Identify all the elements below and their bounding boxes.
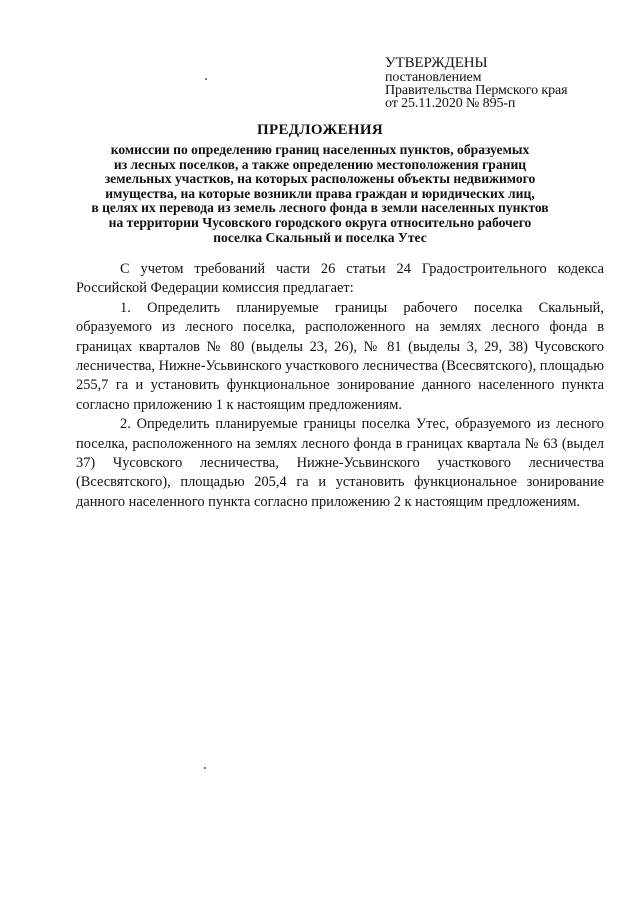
item-1-paragraph: 1. Определить планируемые границы рабочего поселка Скальный, образуемого из лесного поселка, расположенного на землях лесного фонда в границах кварталов № 80 (выделы 23, 26), № 81 (выделы 3, 29, 38) Чусовского лесничества, Нижне-Усьвинского участкового лесничества (Всесвятского), площадью 255,7 га и установить функциональное зонирование данного населенного пункта согласно приложению 1 к настоящим предложениям. — [76, 299, 604, 413]
intro-paragraph: С учетом требований части 26 статьи 24 Градостроительного кодекса Российской Федерации комиссия предлагает: — [76, 261, 604, 297]
scan-speck — [204, 767, 206, 769]
subtitle-line: поселка Скальный и поселка Утес — [213, 229, 427, 245]
document-title: ПРЕДЛОЖЕНИЯ — [257, 122, 383, 138]
approval-heading: УТВЕРЖДЕНЫ — [385, 55, 488, 71]
document-body — [76, 260, 604, 512]
document-subtitle — [60, 143, 580, 245]
item-2-paragraph: 2. Определить планируемые границы поселка Утес, образуемого из лесного поселка, расположенного на землях лесного фонда в границах квартала № 63 (выдел 37) Чусовского лесничества, Нижне-Усьвинского участкового лесничества (Всесвятского), площадью 205,4 га и установить функциональное зонирование данного населенного пункта согласно приложению 2 к настоящим предложениям. — [76, 416, 604, 510]
approval-by-line: постановлением — [385, 70, 482, 85]
subtitle-line: на территории Чусовского городского округа относительно рабочего — [108, 214, 532, 230]
subtitle-line: имущества, на которые возникли права граждан и юридических лиц, — [105, 185, 535, 201]
subtitle-line: комиссии по определению границ населенных пунктов, образуемых — [110, 142, 530, 157]
approval-date-number: от 25.11.2020 № 895-п — [385, 96, 516, 111]
subtitle-line: из лесных поселков, а также определению местоположения границ — [113, 156, 527, 172]
subtitle-line: земельных участков, на которых расположены объекты недвижимого — [104, 171, 536, 187]
subtitle-line: в целях их перевода из земель лесного фонда в земли населенных пунктов — [91, 200, 549, 216]
approval-authority: Правительства Пермского края — [385, 83, 568, 98]
scan-speck — [205, 78, 207, 80]
approval-stamp — [385, 56, 625, 110]
